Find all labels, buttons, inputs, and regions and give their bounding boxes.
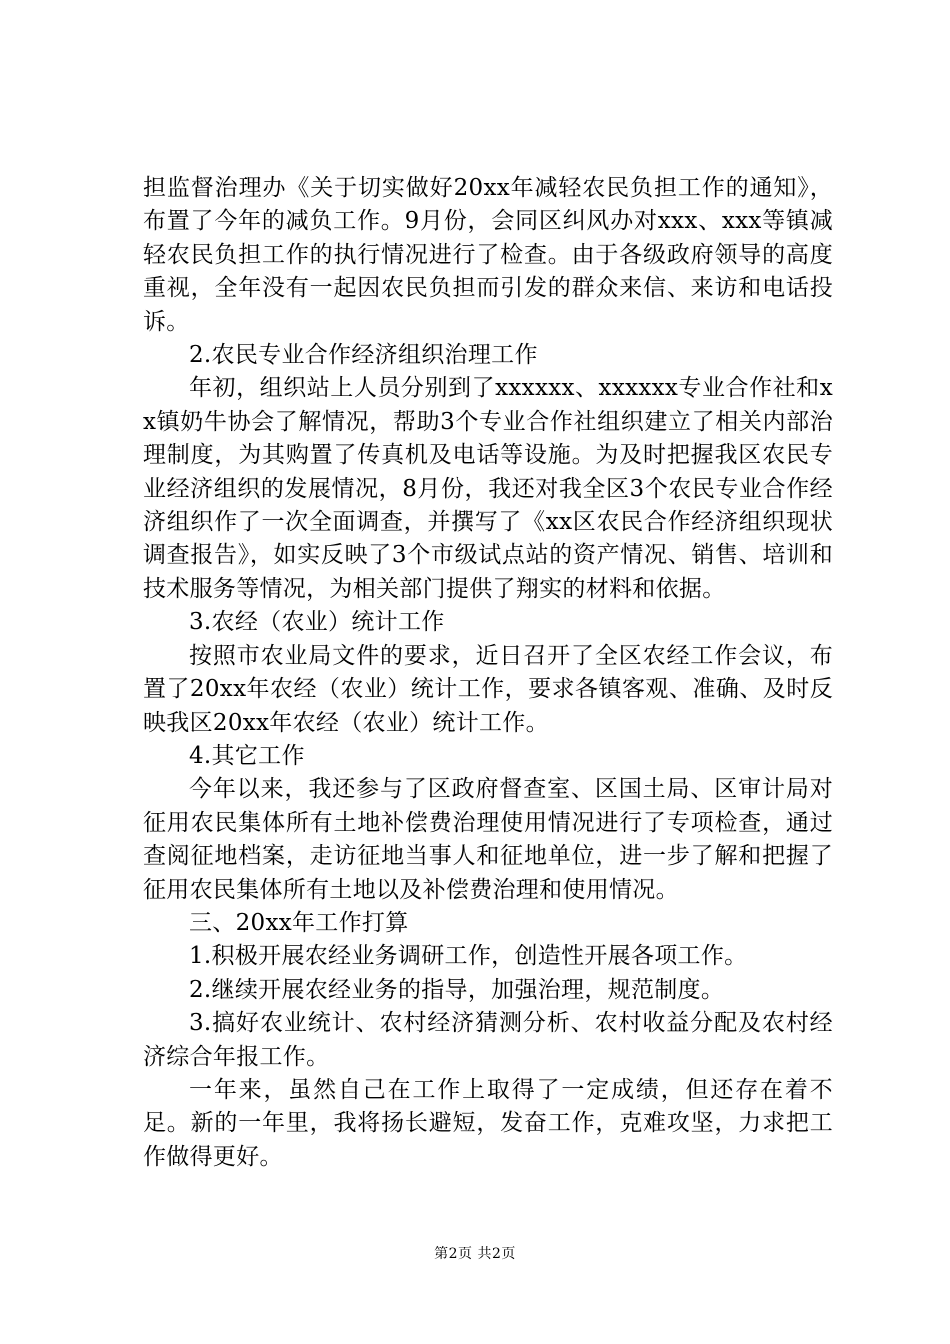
paragraph-burden-supervision: 担监督治理办《关于切实做好20xx年减轻农民负担工作的通知》，布置了今年的减负工作。9月份，会同区纠风办对xxx、xxx等镇减轻农民负担工作的执行情况进行了检查。由于各级政府领导的高度重视，全年没有一起因农民负担而引发的群众来信、来访和电话投诉。 (143, 175, 833, 335)
paragraph-conclusion: 一年来，虽然自己在工作上取得了一定成绩，但还存在着不足。新的一年里，我将扬长避短，发奋工作，克难攻坚，力求把工作做得更好。 (143, 1076, 833, 1170)
document-body (143, 172, 833, 1174)
plan-item-3: 3.搞好农业统计、农村经济猜测分析、农村收益分配及农村经济综合年报工作。 (143, 1010, 833, 1070)
plan-item-1: 1.积极开展农经业务调研工作，创造性开展各项工作。 (189, 943, 748, 970)
heading-work-plan: 三、20xx年工作打算 (189, 909, 409, 936)
plan-item-2: 2.继续开展农经业务的指导，加强治理，规范制度。 (189, 976, 725, 1003)
heading-other-work: 4.其它工作 (189, 742, 305, 769)
page-footer (0, 1244, 950, 1264)
heading-cooperative-management: 2.农民专业合作经济组织治理工作 (189, 342, 538, 369)
paragraph-statistics: 按照市农业局文件的要求，近日召开了全区农经工作会议，布置了20xx年农经（农业）统计工作，要求各镇客观、准确、及时反映我区20xx年农经（农业）统计工作。 (143, 642, 833, 736)
heading-statistics: 3.农经（农业）统计工作 (189, 609, 445, 636)
paragraph-cooperative-management: 年初，组织站上人员分别到了xxxxxx、xxxxxx专业合作社和xx镇奶牛协会了解情况，帮助3个专业合作社组织建立了相关内部治理制度，为其购置了传真机及电话等设施。为及时把握我区农民专业经济组织的发展情况，8月份，我还对我全区3个农民专业合作经济组织作了一次全面调查，并撰写了《xx区农民合作经济组织现状调查报告》，如实反映了3个市级试点站的资产情况、销售、培训和技术服务等情况，为相关部门提供了翔实的材料和依据。 (143, 375, 833, 602)
paragraph-other-work: 今年以来，我还参与了区政府督查室、区国土局、区审计局对征用农民集体所有土地补偿费治理使用情况进行了专项检查，通过查阅征地档案，走访征地当事人和征地单位，进一步了解和把握了征用农民集体所有土地以及补偿费治理和使用情况。 (143, 776, 833, 903)
page-number-label: 第2页 共2页 (434, 1246, 516, 1262)
